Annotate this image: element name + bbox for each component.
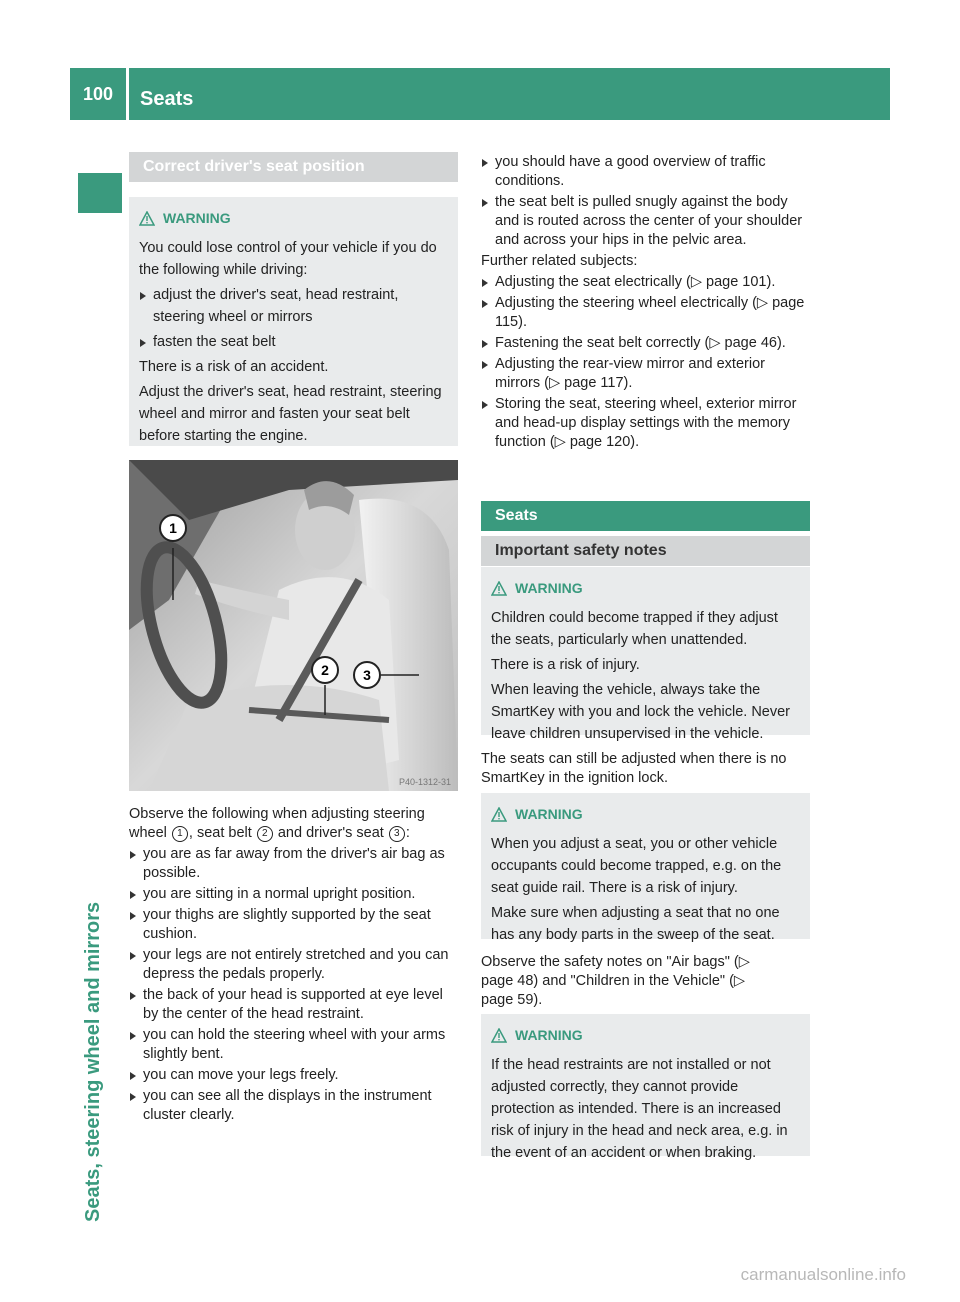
figure-code: P40-1312-31	[398, 777, 451, 787]
seat-position-list	[129, 845, 461, 1125]
list-item: fasten the seat belt	[139, 331, 450, 353]
header-divider	[126, 68, 129, 120]
warning-label: WARNING	[515, 1027, 583, 1043]
header-title: Seats	[140, 88, 194, 110]
right-body-text	[481, 153, 813, 454]
ref-2: 2	[257, 826, 273, 842]
observe-text-2: , seat belt	[188, 825, 252, 841]
related-list	[481, 273, 813, 452]
warning-label: WARNING	[515, 806, 583, 822]
callout-3-label: 3	[363, 667, 371, 683]
chapter-title: Seats, steering wheel and mirrors	[82, 901, 104, 1222]
observe-paragraph	[129, 805, 461, 843]
list-item: adjust the driver's seat, head restraint, steering wheel or mirrors	[139, 284, 450, 328]
page-header	[70, 68, 890, 120]
warning-triangle-icon	[491, 807, 507, 829]
warning-text: There is a risk of injury.	[491, 657, 640, 673]
related-link[interactable]: Adjusting the steering wheel electrically (▷ page 115).	[481, 294, 813, 332]
section-title-seats: Seats	[481, 501, 810, 531]
warning-list	[139, 284, 450, 353]
chapter-marker	[78, 173, 122, 213]
callout-1-label: 1	[169, 520, 177, 536]
related-link[interactable]: Fastening the seat belt correctly (▷ page 46).	[481, 334, 813, 353]
seats-ignition-note: The seats can still be adjusted when there is no SmartKey in the ignition lock.	[481, 751, 787, 786]
list-item: the seat belt is pulled snugly against the body and is routed across the center of your shoulder and across your hips in the pelvic area.	[481, 193, 813, 250]
observe-text-4: :	[405, 825, 410, 841]
list-item: your thighs are slightly supported by the seat cushion.	[129, 906, 461, 944]
list-item: you can hold the steering wheel with your arms slightly bent.	[129, 1026, 461, 1064]
list-item: you are as far away from the driver's air bag as possible.	[129, 845, 461, 883]
driver-seat-illustration	[129, 460, 458, 791]
warning-text: Make sure when adjusting a seat that no one has any body parts in the sweep of the seat.	[491, 905, 780, 943]
left-body-text	[129, 805, 461, 1127]
safety-notes-reference: Observe the safety notes on "Air bags" (▷ page 48) and "Children in the Vehicle" (▷ page 59).	[481, 954, 750, 1008]
related-link[interactable]: Storing the seat, steering wheel, exterior mirror and head-up display settings with the memory function (▷ page 120).	[481, 395, 813, 452]
warning-text: When leaving the vehicle, always take the SmartKey with you and lock the vehicle. Never leave children unsupervised in the vehicle.	[491, 682, 790, 742]
related-link[interactable]: Adjusting the rear-view mirror and exterior mirrors (▷ page 117).	[481, 355, 813, 393]
warning-label: WARNING	[515, 580, 583, 596]
observe-text-3: and driver's seat	[277, 825, 384, 841]
warning-text: If the head restraints are not installed or not adjusted correctly, they cannot provide protection as intended. There is an increased risk of injury in the head and neck area, e.g. in the event of an accident or when braking.	[491, 1057, 788, 1161]
warning-box-driving	[129, 197, 458, 446]
section-title-safety: Important safety notes	[481, 536, 810, 566]
callout-2-label: 2	[321, 662, 329, 678]
list-item: you should have a good overview of traffic conditions.	[481, 153, 813, 191]
seat-position-list-cont	[481, 153, 813, 250]
warning-triangle-icon	[491, 1028, 507, 1050]
chapter-tab	[70, 173, 126, 793]
warning-triangle-icon	[491, 581, 507, 603]
warning-triangle-icon	[139, 211, 155, 233]
warning-text: When you adjust a seat, you or other vehicle occupants could become trapped, e.g. on the seat guide rail. There is a risk of injury.	[491, 836, 782, 896]
warning-intro: You could lose control of your vehicle if you do the following while driving:	[139, 240, 437, 278]
list-item: your legs are not entirely stretched and you can depress the pedals properly.	[129, 946, 461, 984]
warning-text: Children could become trapped if they adjust the seats, particularly when unattended.	[491, 610, 778, 648]
watermark: carmanualsonline.info	[740, 1265, 906, 1284]
list-item: the back of your head is supported at eye level by the center of the head restraint.	[129, 986, 461, 1024]
page-number: 100	[82, 84, 114, 104]
warning-box-trapped	[481, 793, 810, 943]
observe-text-1: Observe the following when adjusting steering wheel	[129, 806, 425, 841]
list-item: you can move your legs freely.	[129, 1066, 461, 1085]
warning-box-head-restraints	[481, 1014, 810, 1161]
section-title-seat-position: Correct driver's seat position	[129, 152, 458, 182]
warning-advice: Adjust the driver's seat, head restraint, steering wheel and mirror and fasten your seat belt before starting the engine.	[139, 384, 442, 444]
ref-3: 3	[389, 826, 405, 842]
warning-box-children	[481, 567, 810, 742]
related-title: Further related subjects:	[481, 253, 638, 269]
related-link[interactable]: Adjusting the seat electrically (▷ page 101).	[481, 273, 813, 292]
list-item: you are sitting in a normal upright position.	[129, 885, 461, 904]
list-item: you can see all the displays in the instrument cluster clearly.	[129, 1087, 461, 1125]
warning-risk: There is a risk of an accident.	[139, 359, 329, 375]
warning-label: WARNING	[163, 210, 231, 226]
ref-1: 1	[172, 826, 188, 842]
